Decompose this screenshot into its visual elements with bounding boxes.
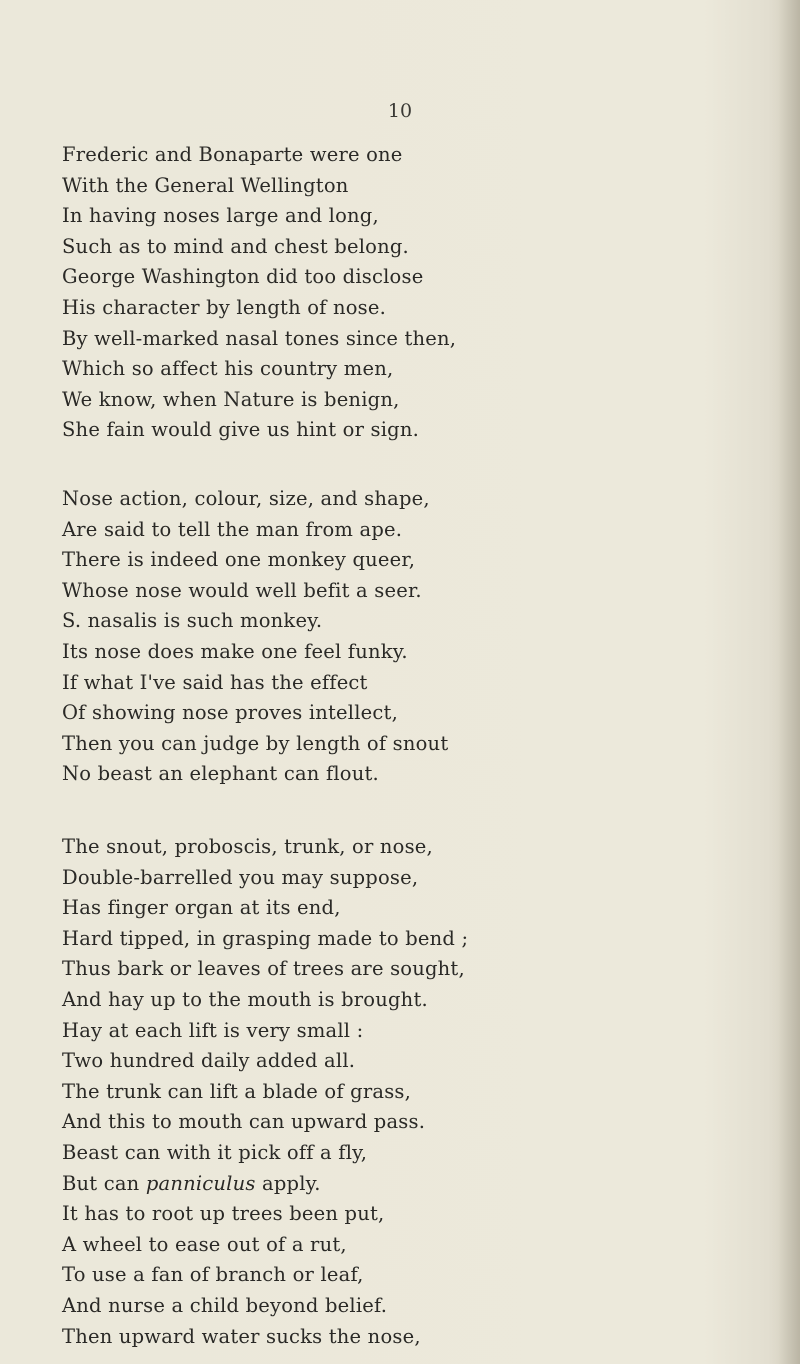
poem-line: Nose action, colour, size, and shape, (62, 487, 430, 510)
poem-line: And nurse a child beyond belief. (62, 1293, 388, 1317)
poem-line: George Washington did too disclose (62, 265, 424, 289)
poem-line-with-italic (62, 1169, 468, 1200)
poem-line: Frederic and Bonaparte were one (62, 143, 403, 166)
poem-line: Hay at each lift is very small : (62, 1018, 364, 1042)
line-end: apply. (262, 1171, 321, 1195)
stanza-1 (62, 140, 456, 446)
poem-line: Whose nose would well befit a seer. (62, 578, 422, 602)
poem-line: Then upward water sucks the nose, (62, 1324, 421, 1348)
poem-line: The snout, proboscis, trunk, or nose, (62, 835, 433, 858)
poem-line: Are said to tell the man from ape. (62, 517, 403, 541)
poem-line: A wheel to ease out of a rut, (62, 1232, 347, 1256)
poem-line: The trunk can lift a blade of grass, (62, 1079, 412, 1103)
poem-line: With the General Wellington (62, 173, 349, 197)
poem-line: No beast an elephant can flout. (62, 762, 379, 786)
poem-line: And this to mouth can upward pass. (62, 1110, 426, 1134)
poem-line: Thus bark or leaves of trees are sought, (62, 957, 465, 981)
poem-line: She fain would give us hint or sign. (62, 418, 419, 442)
poem-line: We know, when Nature is benign, (62, 387, 400, 411)
poem-line: Two hundred daily added all. (62, 1049, 356, 1073)
poem-line: Of showing nose proves intellect, (62, 701, 398, 725)
page-edge-shadow (778, 0, 800, 1364)
italic-term: panniculus (145, 1171, 256, 1195)
poem-line: And hay up to the mouth is brought. (62, 987, 428, 1011)
poem-line: In having noses large and long, (62, 204, 379, 228)
poem-line: His character by length of nose. (62, 295, 387, 319)
line-start: But can (62, 1171, 140, 1195)
poem-line: Which so affect his country men, (62, 357, 394, 381)
stanza-3 (62, 832, 468, 1352)
poem-line: Its nose does make one feel funky. (62, 639, 408, 663)
poem-line: Double-barrelled you may suppose, (62, 865, 419, 889)
poem-line: Then you can judge by length of snout (62, 731, 449, 755)
poem-line: By well-marked nasal tones since then, (62, 326, 457, 350)
poem-line: It has to root up trees been put, (62, 1202, 385, 1226)
poem-line: Has finger organ at its end, (62, 896, 341, 920)
poem-line: There is indeed one monkey queer, (62, 548, 416, 572)
page-number: 10 (387, 100, 413, 122)
poem-line: If what I've said has the effect (62, 670, 368, 694)
stanza-2 (62, 484, 448, 790)
poem-line: To use a fan of branch or leaf, (62, 1263, 364, 1287)
poem-line: Hard tipped, in grasping made to bend ; (62, 926, 469, 950)
poem-line: Such as to mind and chest belong. (62, 234, 409, 258)
poem-line: S. nasalis is such monkey. (62, 609, 323, 633)
poem-line: Beast can with it pick off a fly, (62, 1140, 368, 1164)
